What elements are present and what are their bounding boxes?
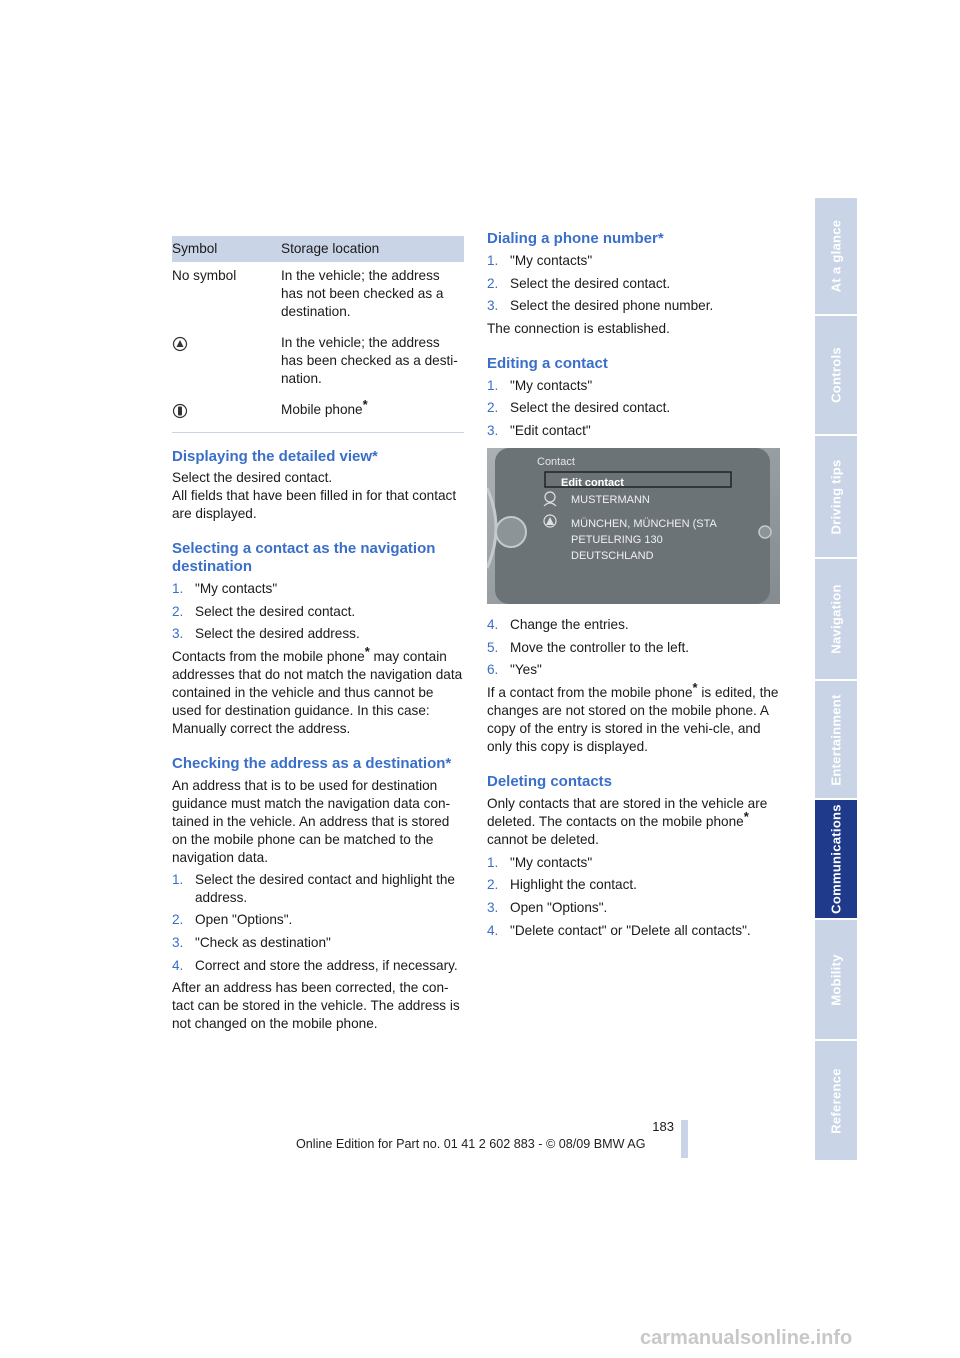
step-list [172, 871, 464, 975]
mobile-phone-icon [172, 403, 188, 419]
paragraph: Select the desired contact. [172, 470, 333, 485]
list-item: 1. "My contacts" [487, 377, 593, 393]
tab-navigation[interactable]: Navigation [815, 559, 857, 681]
paragraph: The connection is established. [487, 320, 670, 336]
tab-communications[interactable]: Communications [815, 800, 857, 920]
screen-header: Contact [537, 455, 575, 468]
table-row [172, 396, 464, 433]
table-row [172, 329, 464, 396]
section-title: Editing a contact [487, 354, 608, 372]
paragraph: Only contacts that are stored in the vehicle are deleted. The contacts on the mobile phone* cannot be deleted. [487, 795, 768, 847]
list-item: 4. Correct and store the address, if necessary. [172, 957, 458, 973]
symbol-cell: No symbol [172, 268, 237, 283]
location-cell: Mobile phone* [281, 396, 464, 433]
paragraph: All fields that have been filled in for that contact are displayed. [172, 488, 457, 521]
location-cell: In the vehicle; the address has been checked as a desti-nation. [281, 335, 458, 386]
tab-driving-tips[interactable]: Driving tips [815, 436, 857, 559]
list-item: 1. "My contacts" [487, 854, 593, 870]
step-list [487, 377, 781, 440]
header-symbol: Symbol [172, 236, 281, 262]
paragraph: Contacts from the mobile phone* may contain addresses that do not match the navigation data contained in the vehicle and thus cannot be used for destination guidance. In this case: Manually correct the address. [172, 643, 463, 736]
step-list [172, 580, 464, 643]
tab-entertainment[interactable]: Entertainment [815, 681, 857, 800]
symbol-table [172, 236, 464, 433]
screen-item-edit-contact: Edit contact [561, 476, 624, 489]
paragraph: If a contact from the mobile phone* is edited, the changes are not stored on the mobile phone. A copy of the entry is stored in the vehi-cle, and only this copy is displayed. [487, 679, 779, 754]
symbol-cell [172, 329, 281, 396]
tab-at-a-glance[interactable]: At a glance [815, 198, 857, 316]
section-title: Checking the address as a destination* [172, 754, 452, 772]
step-list [487, 854, 781, 940]
watermark: carmanualsonline.info [640, 1327, 853, 1349]
list-item: 5. Move the controller to the left. [487, 639, 690, 655]
header-storage-location: Storage location [281, 236, 464, 262]
list-item: 1. "My contacts" [487, 253, 593, 268]
side-tabs [815, 198, 857, 1160]
destination-check-icon [172, 336, 188, 352]
step-list [487, 252, 781, 315]
list-item: 6. "Yes" [487, 662, 542, 678]
footer-bar [681, 1120, 688, 1158]
list-item: 2. Open "Options". [172, 912, 293, 928]
list-item: 4. Change the entries. [487, 616, 629, 632]
table-row [172, 262, 464, 329]
paragraph: An address that is to be used for destination guidance must match the navigation data con-tained in the vehicle. An address that is stored on the mobile phone can be matched to the navigation data. [172, 777, 451, 865]
list-item: 2. Select the desired contact. [172, 603, 356, 619]
list-item: 2. Select the desired contact. [487, 400, 671, 416]
list-item: 1. Select the desired contact and highlight the address. [172, 871, 455, 905]
screen-item-country: DEUTSCHLAND [571, 549, 654, 562]
list-item: 4. "Delete contact" or "Delete all contacts". [487, 922, 751, 938]
section-title: Dialing a phone number* [487, 230, 664, 247]
idrive-screen-image [487, 448, 780, 604]
screen-item-city: MÜNCHEN, MÜNCHEN (STA [571, 517, 717, 530]
right-column [487, 230, 781, 944]
list-item: 2. Highlight the contact. [487, 877, 637, 893]
section-title: Deleting contacts [487, 772, 613, 790]
tab-mobility[interactable]: Mobility [815, 920, 857, 1041]
list-item: 3. Open "Options". [487, 899, 608, 915]
list-item: 3. Select the desired address. [172, 626, 360, 642]
section-title: Displaying the detailed view* [172, 448, 378, 465]
list-item: 3. Select the desired phone number. [487, 298, 714, 314]
table-header [172, 236, 464, 262]
list-item: 2. Select the desired contact. [487, 275, 671, 291]
paragraph: After an address has been corrected, the con-tact can be stored in the vehicle. The address is not changed on the mobile phone. [172, 980, 460, 1032]
page-number: 183 [652, 1119, 674, 1134]
screen-item-name: MUSTERMANN [571, 493, 650, 506]
screen-item-street: PETUELRING 130 [571, 533, 663, 546]
tab-reference[interactable]: Reference [815, 1041, 857, 1162]
location-cell: In the vehicle; the address has not been checked as a destination. [281, 268, 444, 319]
option-star: * [362, 397, 368, 412]
list-item: 1. "My contacts" [172, 581, 278, 596]
symbol-cell [172, 396, 281, 433]
list-item: 3. "Edit contact" [487, 422, 591, 438]
left-column [172, 236, 464, 1033]
list-item: 3. "Check as destination" [172, 934, 331, 950]
section-title: Selecting a contact as the navigation destination [172, 540, 436, 575]
step-list [487, 616, 781, 679]
footer-text: Online Edition for Part no. 01 41 2 602 883 - © 08/09 BMW AG [296, 1137, 646, 1151]
tab-controls[interactable]: Controls [815, 316, 857, 436]
